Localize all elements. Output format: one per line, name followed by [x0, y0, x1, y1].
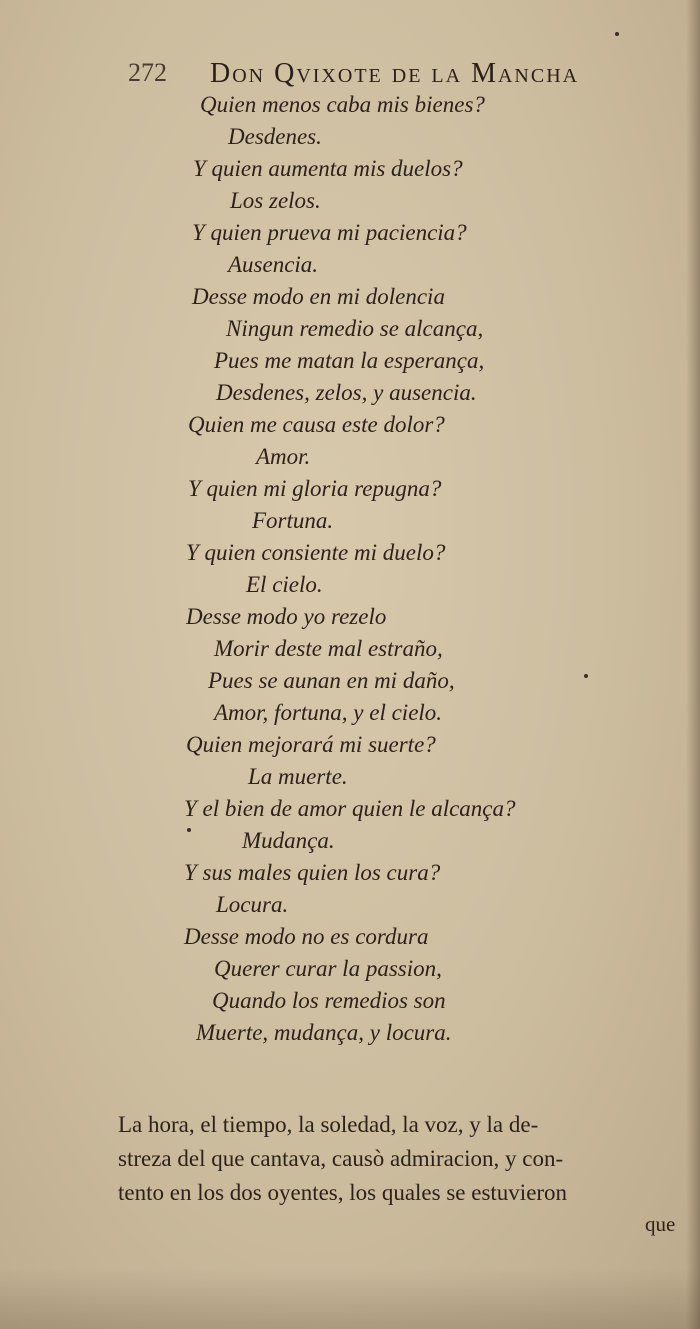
poem-line: Y quien aumenta mis duelos?	[193, 156, 463, 181]
poem-line: Amor.	[256, 444, 311, 469]
poem-line: Y quien consiente mi duelo?	[186, 540, 446, 565]
poem-line: Locura.	[216, 892, 289, 917]
poem-line: Quien mejorará mi suerte?	[186, 732, 436, 757]
poem-line: Mudança.	[242, 828, 335, 853]
poem-line: El cielo.	[246, 572, 323, 597]
ink-speck	[615, 32, 619, 36]
poem-line: Y el bien de amor quien le alcança?	[184, 796, 516, 821]
poem-line: Desdenes.	[228, 124, 322, 149]
poem-line: Quando los remedios son	[212, 988, 446, 1013]
poem-line: Desse modo yo rezelo	[186, 604, 387, 629]
poem-line: Ausencia.	[228, 252, 319, 277]
poem-line: Pues me matan la esperança,	[214, 348, 485, 373]
page-number: 272	[128, 58, 167, 87]
poem-line: Querer curar la passion,	[214, 956, 442, 981]
page-bottom-shadow	[0, 1269, 700, 1329]
poem-line: La muerte.	[248, 764, 348, 789]
page-edge-shadow	[686, 0, 700, 1329]
poem-line: Los zelos.	[230, 188, 321, 213]
poem-line: Muerte, mudança, y locura.	[196, 1020, 452, 1045]
poem-line: Desse modo en mi dolencia	[192, 284, 445, 309]
poem-line: Pues se aunan en mi daño,	[208, 668, 455, 693]
poem-line: Desdenes, zelos, y ausencia.	[216, 380, 477, 405]
catchword: que	[645, 1212, 676, 1236]
poem-line: Fortuna.	[252, 508, 334, 533]
prose-line: La hora, el tiempo, la soledad, la voz, y la de-	[118, 1112, 539, 1137]
poem-line: Ningun remedio se alcança,	[226, 316, 484, 341]
poem-line: Y quien mi gloria repugna?	[188, 476, 442, 501]
prose-line: tento en los dos oyentes, los quales se estuvieron	[118, 1180, 568, 1205]
poem-line: Morir deste mal estraño,	[214, 636, 443, 661]
running-title: Don Qvixote de la Mancha	[210, 58, 580, 89]
prose-line: streza del que cantava, causò admiracion, y con-	[118, 1146, 564, 1171]
poem-line: Y quien prueva mi paciencia?	[192, 220, 467, 245]
poem-line: Y sus males quien los cura?	[184, 860, 441, 885]
ink-speck	[187, 828, 191, 832]
ink-speck	[584, 674, 588, 678]
poem-line: Quien menos caba mis bienes?	[200, 92, 485, 117]
poem-line: Quien me causa este dolor?	[188, 412, 445, 437]
poem-line: Amor, fortuna, y el cielo.	[214, 700, 443, 725]
poem-line: Desse modo no es cordura	[184, 924, 429, 949]
